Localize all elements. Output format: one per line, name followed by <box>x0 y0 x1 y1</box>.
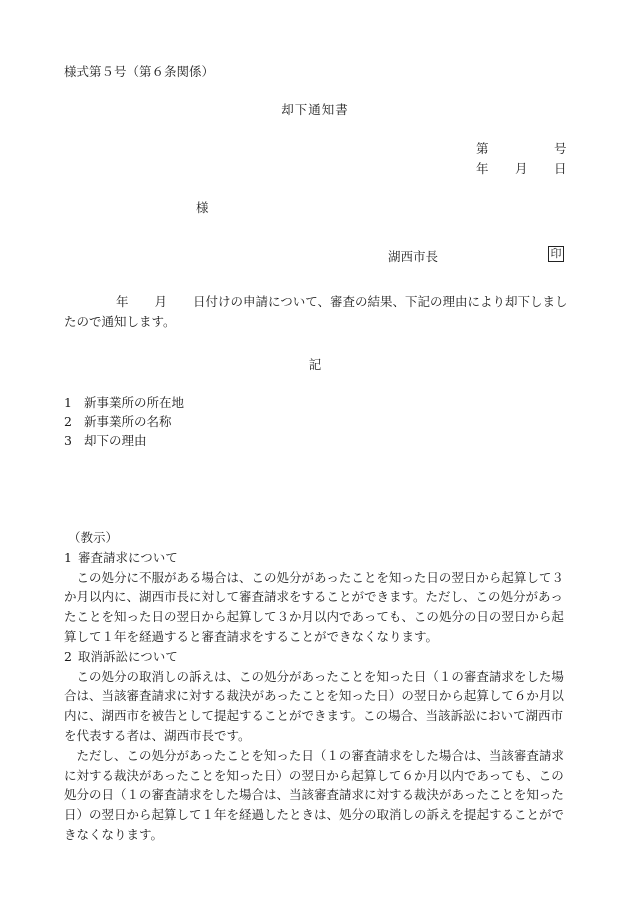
reference-number-prefix: 第 <box>476 141 489 156</box>
ki-heading: 記 <box>308 357 322 372</box>
section2-title: 取消訴訟について <box>78 648 178 664</box>
body-paragraph <box>64 292 569 332</box>
section2-heading <box>64 647 569 667</box>
list-item <box>64 412 184 431</box>
item-number: 3 <box>64 433 72 448</box>
body-text: 日付けの申請について、審査の結果、下記の理由により却下しましたので通知します。 <box>64 294 568 329</box>
item-number: 1 <box>64 395 72 410</box>
item-number: 2 <box>64 414 72 429</box>
section2-text-2: ただし、この処分があったことを知った日（１の審査請求をした場合は、当該審査請求に対する裁決があったことを知った日）の翌日から起算して６か月以内であっても、この処分の日（１の審査請求をした場合は、当該審査請求に対する裁決があったことを知った日）の翌日から起算して１年を経過したときは、処分の取消しの訴えを提起することができなくなります。 <box>64 747 565 842</box>
item-label: 新事業所の所在地 <box>84 395 185 410</box>
date-day-label: 日 <box>554 161 567 176</box>
seal-mark: 印 <box>548 246 564 262</box>
sender-title: 湖西市長 <box>388 249 439 264</box>
addressee-honorific: 様 <box>196 200 209 215</box>
reference-number-suffix: 号 <box>554 141 567 156</box>
section1-text: この処分に不服がある場合は、この処分があったことを知った日の翌日から起算して３か月以内に、湖西市長に対して審査請求をすることができます。ただし、この処分があったことを知った日の翌日から起算して３か月以内であっても、この処分の日の翌日から起算して１年を経過すると審査請求をすることができなくなります。 <box>64 569 564 644</box>
section2-text-1: この処分の取消しの訴えは、この処分があったことを知った日（１の審査請求をした場合は、当該審査請求に対する裁決があったことを知った日）の翌日から起算して６か月以内に、湖西市を被告として提起することができます。この場合、当該訴訟において湖西市を代表する者は、湖西市長です。 <box>64 668 564 743</box>
section1-heading <box>64 548 569 568</box>
document-title: 却下通知書 <box>281 102 349 117</box>
date-month-label: 月 <box>515 161 528 176</box>
notice-heading: （教示） <box>68 530 119 545</box>
form-number: 様式第５号（第６条関係） <box>64 64 215 79</box>
item-list <box>64 393 184 450</box>
section1-number: 1 <box>64 549 72 565</box>
list-item <box>64 393 184 412</box>
body-year-label: 年 <box>116 294 129 309</box>
section2-number: 2 <box>64 648 72 664</box>
date-year-label: 年 <box>476 161 489 176</box>
section1-title: 審査請求について <box>78 549 178 565</box>
list-item <box>64 431 184 450</box>
item-label: 新事業所の名称 <box>84 414 172 429</box>
item-label: 却下の理由 <box>84 433 147 448</box>
body-month-label: 月 <box>154 294 168 309</box>
notice-section <box>64 528 569 845</box>
